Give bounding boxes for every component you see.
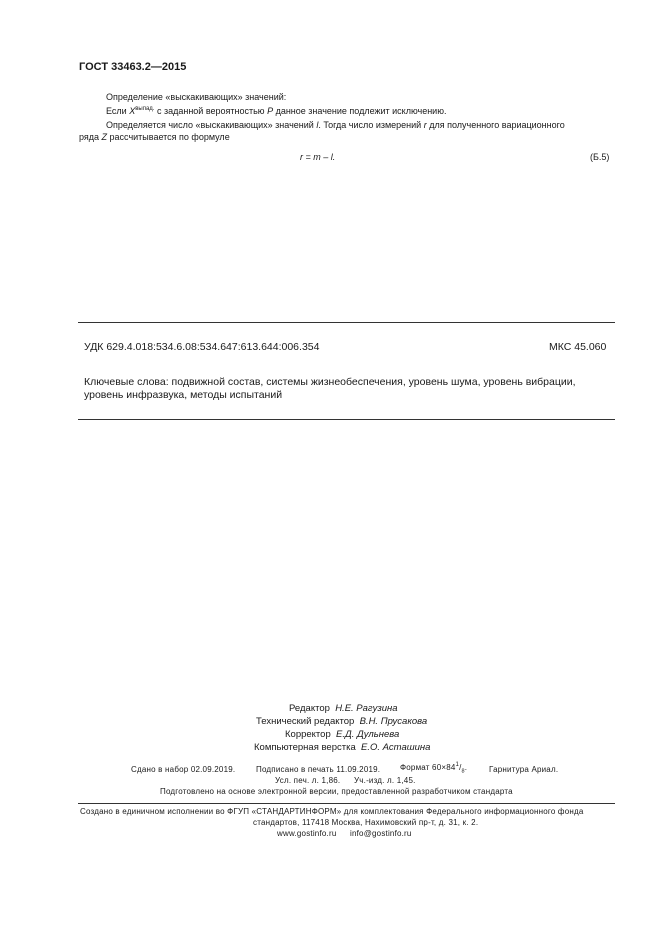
credit-name: Е.О. Асташина bbox=[361, 742, 431, 753]
var-p: P bbox=[267, 106, 274, 116]
credit-corrector bbox=[285, 729, 399, 740]
format-num: 1 bbox=[455, 762, 460, 768]
formula-number: (Б.5) bbox=[590, 152, 610, 162]
var-z: Z bbox=[101, 132, 108, 142]
standard-number: ГОСТ 33463.2—2015 bbox=[79, 61, 187, 73]
text: ряда bbox=[79, 132, 102, 142]
text: для полученного вариационного bbox=[426, 120, 565, 130]
imprint-typeset: Сдано в набор 02.09.2019. bbox=[131, 765, 236, 774]
imprint-typeface: Гарнитура Ариал. bbox=[489, 765, 559, 774]
credit-label: Корректор bbox=[285, 729, 331, 740]
var-l: l bbox=[316, 120, 319, 130]
credit-label: Редактор bbox=[289, 703, 330, 714]
text: Определяется число «выскакивающих» значений bbox=[106, 120, 317, 130]
divider-middle bbox=[78, 419, 615, 420]
credit-editor bbox=[289, 703, 398, 714]
outlier-definition-heading: Определение «выскакивающих» значений: bbox=[106, 92, 287, 102]
footer-address: стандартов, 117418 Москва, Нахимовский пр-т, д. 31, к. 2. bbox=[253, 818, 479, 827]
text: . Тогда число измерений bbox=[318, 120, 424, 130]
credit-layout bbox=[254, 742, 430, 753]
imprint-pub-sheets: Уч.-изд. л. 1,45. bbox=[354, 776, 416, 785]
outlier-count-line bbox=[106, 120, 565, 131]
credit-tech-editor bbox=[256, 716, 427, 727]
credit-label: Технический редактор bbox=[256, 716, 355, 727]
format-den: 8 bbox=[461, 768, 465, 775]
keywords-line-2: уровень инфразвука, методы испытаний bbox=[84, 389, 283, 401]
footer-email-link[interactable]: info@gostinfo.ru bbox=[350, 829, 412, 838]
text: Формат 60×84 bbox=[400, 763, 456, 772]
keywords-line-1: Ключевые слова: подвижной состав, системы жизнеобеспечения, уровень шума, уровень вибрации, bbox=[84, 376, 576, 388]
var-x-sup: выпад. bbox=[135, 106, 155, 112]
imprint-prepared: Подготовлено на основе электронной версии, предоставленной разработчиком стандарта bbox=[160, 787, 513, 796]
imprint-format: Формат $60\times 84^1/_8$. bbox=[400, 762, 468, 775]
text: Если bbox=[106, 106, 130, 116]
credit-name: Н.Е. Рагузина bbox=[335, 703, 398, 714]
divider-bottom bbox=[78, 803, 615, 804]
imprint-signed: Подписано в печать 11.09.2019. bbox=[256, 765, 381, 774]
divider-top bbox=[78, 322, 615, 323]
imprint-sheets: Усл. печ. л. 1,86. bbox=[275, 776, 341, 785]
text: . bbox=[464, 763, 468, 772]
text: с заданной вероятностью bbox=[154, 106, 268, 116]
footer-publisher: Создано в единичном исполнении во ФГУП «СТАНДАРТИНФОРМ» для комплектования Федерального информационного фонда bbox=[80, 807, 584, 816]
mks-code: МКС 45.060 bbox=[549, 341, 607, 353]
udk-code: УДК 629.4.018:534.6.08:534.647:613.644:006.354 bbox=[84, 341, 320, 353]
outlier-rule-line bbox=[106, 106, 446, 117]
credit-name: Е.Д. Дульнева bbox=[336, 729, 400, 740]
formula: r = m – l. bbox=[300, 152, 336, 162]
text: рассчитывается по формуле bbox=[107, 132, 230, 142]
text: данное значение подлежит исключению. bbox=[273, 106, 447, 116]
credit-name: В.Н. Прусакова bbox=[359, 716, 428, 727]
var-r: r bbox=[423, 120, 427, 130]
series-formula-intro bbox=[79, 132, 230, 143]
var-x: X bbox=[129, 106, 136, 116]
credit-label: Компьютерная верстка bbox=[254, 742, 356, 753]
footer-website-link[interactable]: www.gostinfo.ru bbox=[277, 829, 337, 838]
